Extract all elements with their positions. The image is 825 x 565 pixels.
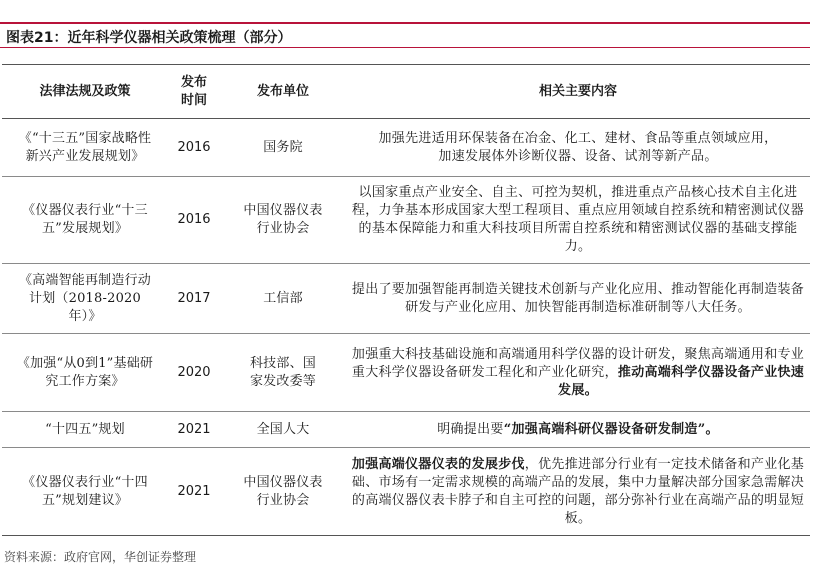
issuing-org: 科技部、国家发改委等 xyxy=(249,355,316,389)
issuing-org: 中国仪器仪表行业协会 xyxy=(243,474,323,508)
release-year: 2021 xyxy=(177,421,211,437)
release-year: 2020 xyxy=(177,364,211,380)
policy-name: 《加强“从0到1”基础研究工作方案》 xyxy=(16,355,154,389)
table-row xyxy=(2,334,810,412)
release-year: 2016 xyxy=(177,212,211,227)
release-year: 2021 xyxy=(177,483,211,499)
figure-title: 图表21：近年科学仪器相关政策梳理（部分） xyxy=(6,30,292,46)
table-row xyxy=(2,412,810,448)
policy-content xyxy=(346,177,810,264)
policy-name: 《仪器仪表行业“十三五”发展规划》 xyxy=(22,203,148,236)
policy-table xyxy=(2,64,810,536)
header-content: 相关主要内容 xyxy=(346,65,810,119)
source-footnote: 资料来源：政府官网，华创证券整理 xyxy=(4,550,197,564)
policy-name: “十四五”规划 xyxy=(45,421,125,437)
policy-content xyxy=(346,264,810,334)
policy-name: 《高端智能再制造行动计划（2018-2020年）》 xyxy=(18,272,151,324)
table-row xyxy=(2,119,810,177)
content-text: 提出了要加强智能再制造关键技术创新与产业化应用、推动智能化再制造装备研发与产业化应用、加快智能再制造标准研制等八大任务。 xyxy=(351,281,805,315)
issuing-org: 全国人大 xyxy=(256,421,310,437)
content-text: 加强重大科技基础设施和高端通用科学仪器的设计研发，聚焦高端通用和专业重大科学仪器设备研发工程化和产业化研究， xyxy=(351,346,805,380)
issuing-org: 工信部 xyxy=(263,290,303,306)
content-text: 加强先进适用环保装备在冶金、化工、建材、食品等重点领域应用，加速发展体外诊断仪器、设备、试剂等新产品。 xyxy=(378,130,778,164)
table-row xyxy=(2,448,810,536)
content-emphasis: 推动高端科学仪器设备产业快速发展。 xyxy=(558,364,805,398)
content-emphasis: “加强高端科研仪器设备研发制造”。 xyxy=(503,421,719,437)
table-row xyxy=(2,264,810,334)
figure-title-bar xyxy=(0,22,810,48)
policy-content xyxy=(346,412,810,448)
header-org: 发布单位 xyxy=(220,65,346,119)
header-year: 发布时间 xyxy=(168,65,220,119)
policy-name: 《“十三五”国家战略性新兴产业发展规划》 xyxy=(18,130,152,164)
content-emphasis: 加强高端仪器仪表的发展步伐 xyxy=(351,456,525,472)
content-text: ，优先推进部分行业有一定技术储备和产业化基础、市场有一定需求规模的高端产品的发展，集中力量解决部分国家急需解决的高端仪器仪表卡脖子和自主可控的问题，部分弥补行业在高端产品的明显短板。 xyxy=(351,456,805,526)
policy-name: 《仪器仪表行业“十四五”规划建议》 xyxy=(22,474,148,508)
policy-content xyxy=(346,119,810,177)
header-policy: 法律法规及政策 xyxy=(2,65,168,119)
content-text: 明确提出要 xyxy=(437,421,504,437)
release-year: 2017 xyxy=(177,290,211,306)
table-row xyxy=(2,177,810,264)
issuing-org: 国务院 xyxy=(263,139,303,155)
policy-content xyxy=(346,334,810,412)
release-year: 2016 xyxy=(177,139,211,155)
policy-content xyxy=(346,448,810,536)
content-text: 以国家重点产业安全、自主、可控为契机，推进重点产品核心技术自主化进程，力争基本形成国家大型工程项目、重点应用领域自控系统和精密测试仪器的基本保障能力和重大科技项目所需自控系统和精密测试仪器的基础支撑能力。 xyxy=(351,185,805,254)
issuing-org: 中国仪器仪表行业协会 xyxy=(243,203,323,236)
table-header-row xyxy=(2,65,810,119)
